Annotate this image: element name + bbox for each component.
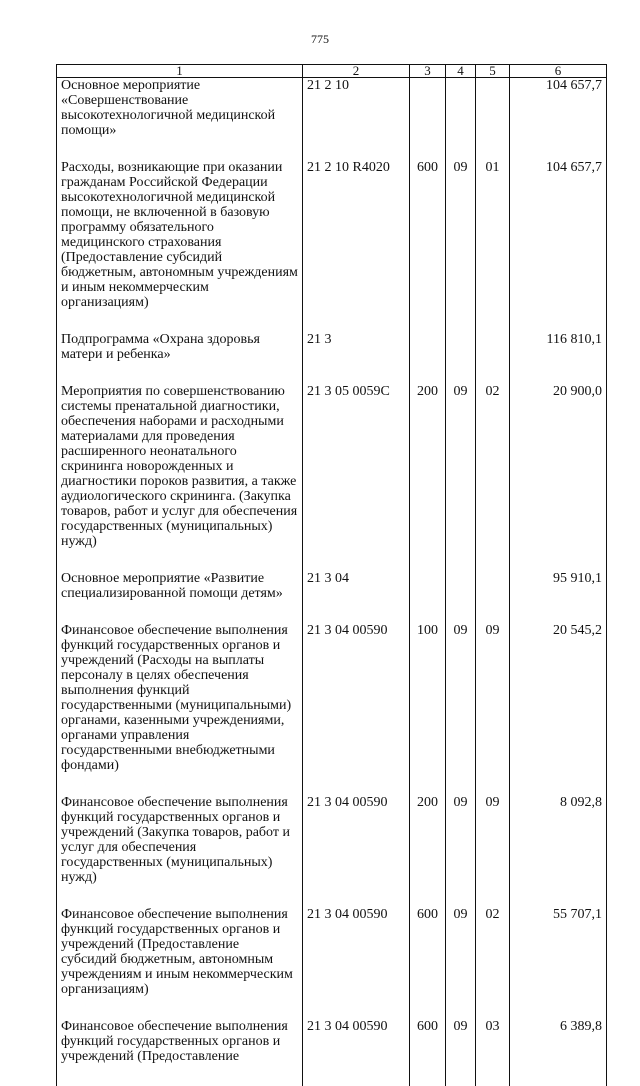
row-code: 21 3 04 00590 [303,907,410,1019]
row-subsection: 01 [476,160,510,332]
row-expense-type: 100 [410,623,446,795]
row-section [446,332,476,384]
row-section: 09 [446,160,476,332]
row-expense-type [410,78,446,161]
page-number: 775 [311,32,329,46]
table-row [57,332,607,384]
row-name: Финансовое обеспечение выполнения функций государственных органов и учреждений (Расходы на выплаты персоналу в целях обеспечения выполнения функций государственными (муниципальными) органами, казенными учреждениями, органами управления государственными внебюджетными фондами) [57,623,303,795]
row-amount: 8 092,8 [510,795,607,907]
row-name: Финансовое обеспечение выполнения функций государственных органов и учреждений (Закупка товаров, работ и услуг для обеспечения государственных (муниципальных) нужд) [57,795,303,907]
row-expense-type: 600 [410,160,446,332]
budget-table [56,64,607,1086]
row-section: 09 [446,907,476,1019]
row-subsection: 09 [476,623,510,795]
row-name: Основное мероприятие «Совершенствование высокотехнологичной медицинской помощи» [57,78,303,161]
row-name: Финансовое обеспечение выполнения функций государственных органов и учреждений (Предоставление [57,1019,303,1086]
row-expense-type: 200 [410,795,446,907]
row-code: 21 3 [303,332,410,384]
table-row [57,160,607,332]
row-subsection [476,332,510,384]
row-section [446,78,476,161]
row-subsection: 09 [476,795,510,907]
row-expense-type: 200 [410,384,446,571]
row-code: 21 3 05 0059С [303,384,410,571]
row-name: Подпрограмма «Охрана здоровья матери и ребенка» [57,332,303,384]
column-header-5: 5 [476,65,510,78]
row-name: Финансовое обеспечение выполнения функций государственных органов и учреждений (Предоставление субсидий бюджетным, автономным учреждениям и иным некоммерческим организациям) [57,907,303,1019]
row-amount: 116 810,1 [510,332,607,384]
row-section: 09 [446,1019,476,1086]
row-amount: 55 707,1 [510,907,607,1019]
row-expense-type: 600 [410,907,446,1019]
table-row [57,571,607,623]
row-code: 21 3 04 00590 [303,1019,410,1086]
row-subsection: 02 [476,907,510,1019]
table-row [57,623,607,795]
row-subsection: 02 [476,384,510,571]
table-row [57,795,607,907]
row-section: 09 [446,623,476,795]
row-code: 21 2 10 R4020 [303,160,410,332]
table-row [57,1019,607,1086]
row-amount: 6 389,8 [510,1019,607,1086]
row-amount: 104 657,7 [510,78,607,161]
row-expense-type: 600 [410,1019,446,1086]
row-subsection [476,78,510,161]
column-header-4: 4 [446,65,476,78]
row-name: Мероприятия по совершенствованию системы пренатальной диагностики, обеспечения наборами и расходными материалами для проведения расширенного неонатального скрининга новорожденных и диагностики пороков развития, а также аудиологического скрининга. (Закупка товаров, работ и услуг для обеспечения государственных (муниципальных) нужд) [57,384,303,571]
row-section: 09 [446,384,476,571]
row-expense-type [410,571,446,623]
row-amount: 20 900,0 [510,384,607,571]
row-section [446,571,476,623]
row-code: 21 3 04 00590 [303,623,410,795]
row-subsection: 03 [476,1019,510,1086]
row-name: Расходы, возникающие при оказании гражданам Российской Федерации высокотехнологичной медицинской помощи, не включенной в базовую программу обязательного медицинского страхования (Предоставление субсидий бюджетным, автономным учреждениям и иным некоммерческим организациям) [57,160,303,332]
row-amount: 95 910,1 [510,571,607,623]
column-header-2: 2 [303,65,410,78]
table-row [57,78,607,161]
row-name: Основное мероприятие «Развитие специализированной помощи детям» [57,571,303,623]
row-code: 21 2 10 [303,78,410,161]
row-expense-type [410,332,446,384]
row-code: 21 3 04 [303,571,410,623]
table-header-row [57,65,607,78]
row-amount: 20 545,2 [510,623,607,795]
row-section: 09 [446,795,476,907]
column-header-3: 3 [410,65,446,78]
row-code: 21 3 04 00590 [303,795,410,907]
row-subsection [476,571,510,623]
table-row [57,907,607,1019]
column-header-6: 6 [510,65,607,78]
row-amount: 104 657,7 [510,160,607,332]
table-row [57,384,607,571]
column-header-1: 1 [57,65,303,78]
